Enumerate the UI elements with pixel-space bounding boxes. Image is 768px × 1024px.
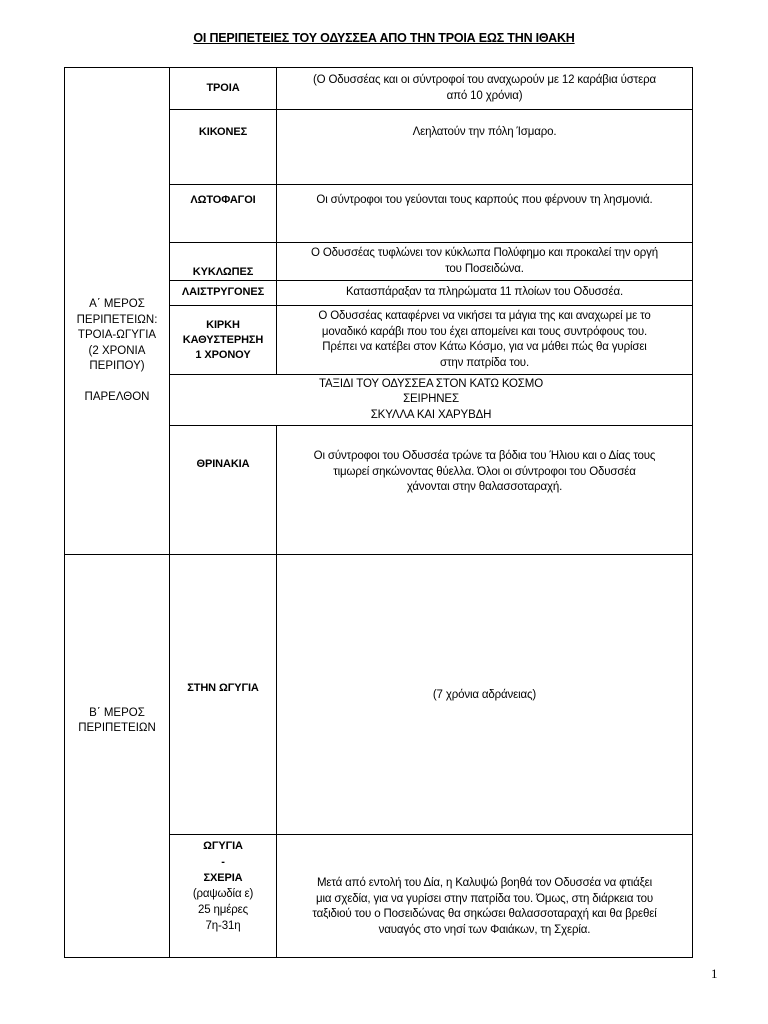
desc-line: Ο Οδυσσέας καταφέρνει να νικήσει τα μάγια της και αναχωρεί με το [318, 310, 651, 322]
place-line: ΚΙΡΚΗ [206, 318, 240, 331]
desc-line: ταξιδιού του ο Ποσειδώνας θα σηκώσει θαλασσοταραχή και θα βρεθεί [312, 908, 657, 920]
desc-troia [277, 68, 692, 109]
part-a-line: ΤΡΟΙΑ-ΩΓΥΓΙΑ [77, 329, 157, 341]
place-line: ΣΧΕΡΙΑ [203, 872, 243, 884]
part-b-label [65, 703, 169, 739]
place-ogygia-scheria [170, 838, 276, 940]
place-lotofagoi: ΛΩΤΟΦΑΓΟΙ [190, 194, 256, 207]
place-line: 1 ΧΡΟΝΟΥ [195, 348, 251, 361]
part-b-line: ΠΕΡΙΠΕΤΕΙΩΝ [78, 722, 156, 734]
desc-lotofagoi: Οι σύντροφοι του γεύονται τους καρπούς που φέρνουν τη λησμονιά. [316, 194, 653, 207]
place-line: ΩΓΥΓΙΑ [203, 840, 243, 852]
desc-line: ναυαγός στο νησί των Φαιάκων, τη Σχερία. [378, 923, 591, 936]
desc-kyklopes [277, 243, 692, 280]
desc-line: Οι σύντροφοι του Οδυσσέα τρώνε τα βόδια του Ήλιου και ο Δίας τους [313, 450, 656, 462]
desc-line: μοναδικό καράβι που του έχει απομείνει και τους συντρόφους του. [321, 325, 648, 338]
desc-line: μια σχεδία, για να γυρίσει στην πατρίδα του. Όμως, στη διάρκεια του [316, 892, 653, 905]
desc-stin-ogygia: (7 χρόνια αδράνειας) [432, 689, 537, 702]
place-thrinakia: ΘΡΙΝΑΚΙΑ [196, 458, 250, 471]
desc-line: χάνονται στην θαλασσοταραχή. [406, 481, 563, 493]
part-a-line: ΠΕΡΙΠΟΥ) [89, 360, 145, 372]
merged-line: ΤΑΞΙΔΙ ΤΟΥ ΟΔΥΣΣΕΑ ΣΤΟΝ ΚΑΤΩ ΚΟΣΜΟ [318, 377, 543, 390]
desc-kikones: Λεηλατούν την πόλη Ίσμαρο. [412, 126, 557, 139]
part-a-label [65, 297, 169, 421]
part-b-line: Β΄ ΜΕΡΟΣ [89, 706, 145, 719]
page-number: 1 [711, 966, 718, 981]
place-line: (ραψωδία ε) [192, 888, 254, 900]
place-line: ΚΑΘΥΣΤΕΡΗΣΗ [182, 333, 264, 346]
desc-line: Μετά από εντολή του Δία, η Καλυψώ βοηθά τον Οδυσσέα να φτιάξει [316, 877, 652, 889]
place-line: - [221, 856, 225, 868]
desc-kirki [277, 306, 692, 374]
merged-line: ΣΚΥΛΛΑ ΚΑΙ ΧΑΡΥΒΔΗ [370, 408, 492, 421]
part-a-line: ΠΕΡΙΠΕΤΕΙΩΝ: [76, 313, 158, 326]
part-a-line: (2 ΧΡΟΝΙΑ [88, 344, 146, 357]
desc-line: από 10 χρόνια) [446, 89, 523, 102]
part-a-line: Α΄ ΜΕΡΟΣ [89, 298, 145, 310]
place-troia: ΤΡΟΙΑ [206, 81, 240, 94]
place-kikones: ΚΙΚΟΝΕΣ [198, 126, 248, 139]
part-a-line: ΠΑΡΕΛΘΟΝ [84, 391, 150, 403]
desc-line: στην πατρίδα του. [440, 356, 529, 369]
place-kyklopes: ΚΥΚΛΩΠΕΣ [192, 265, 254, 278]
place-line: 7η-31η [205, 920, 241, 932]
place-stin-ogygia: ΣΤΗΝ ΩΓΥΓΙΑ [187, 682, 259, 695]
place-line: 25 ημέρες [198, 904, 248, 916]
desc-line: Ο Οδυσσέας τυφλώνει τον κύκλωπα Πολύφημο και προκαλεί την οργή [311, 247, 658, 259]
desc-ogygia-scheria [277, 872, 692, 942]
document-title: ΟΙ ΠΕΡΙΠΕΤΕΙΕΣ ΤΟΥ ΟΔΥΣΣΕΑ ΑΠΟ ΤΗΝ ΤΡΟΙΑ ΕΩΣ ΤΗΝ ΙΘΑΚΗ [193, 31, 575, 45]
place-laistrygones: ΛΑΙΣΤΡΥΓΟΝΕΣ [181, 286, 265, 299]
desc-line: του Ποσειδώνα. [445, 262, 524, 275]
place-kirki [170, 306, 276, 374]
desc-line: τιμωρεί σηκώνοντας θύελλα. Όλοι οι σύντροφοι του Οδυσσέα [333, 465, 636, 478]
desc-laistrygones: Κατασπάραξαν τα πληρώματα 11 πλοίων του Οδυσσέα. [345, 286, 624, 299]
merged-underworld-row [170, 375, 692, 425]
merged-line: ΣΕΙΡΗΝΕΣ [403, 393, 459, 406]
desc-line: (Ο Οδυσσέας και οι σύντροφοί του αναχωρούν με 12 καράβια ύστερα [312, 74, 657, 86]
desc-thrinakia [277, 426, 692, 516]
desc-line: Πρέπει να κατέβει στον Κάτω Κόσμο, για να μάθει πώς θα γυρίσει [322, 341, 647, 353]
